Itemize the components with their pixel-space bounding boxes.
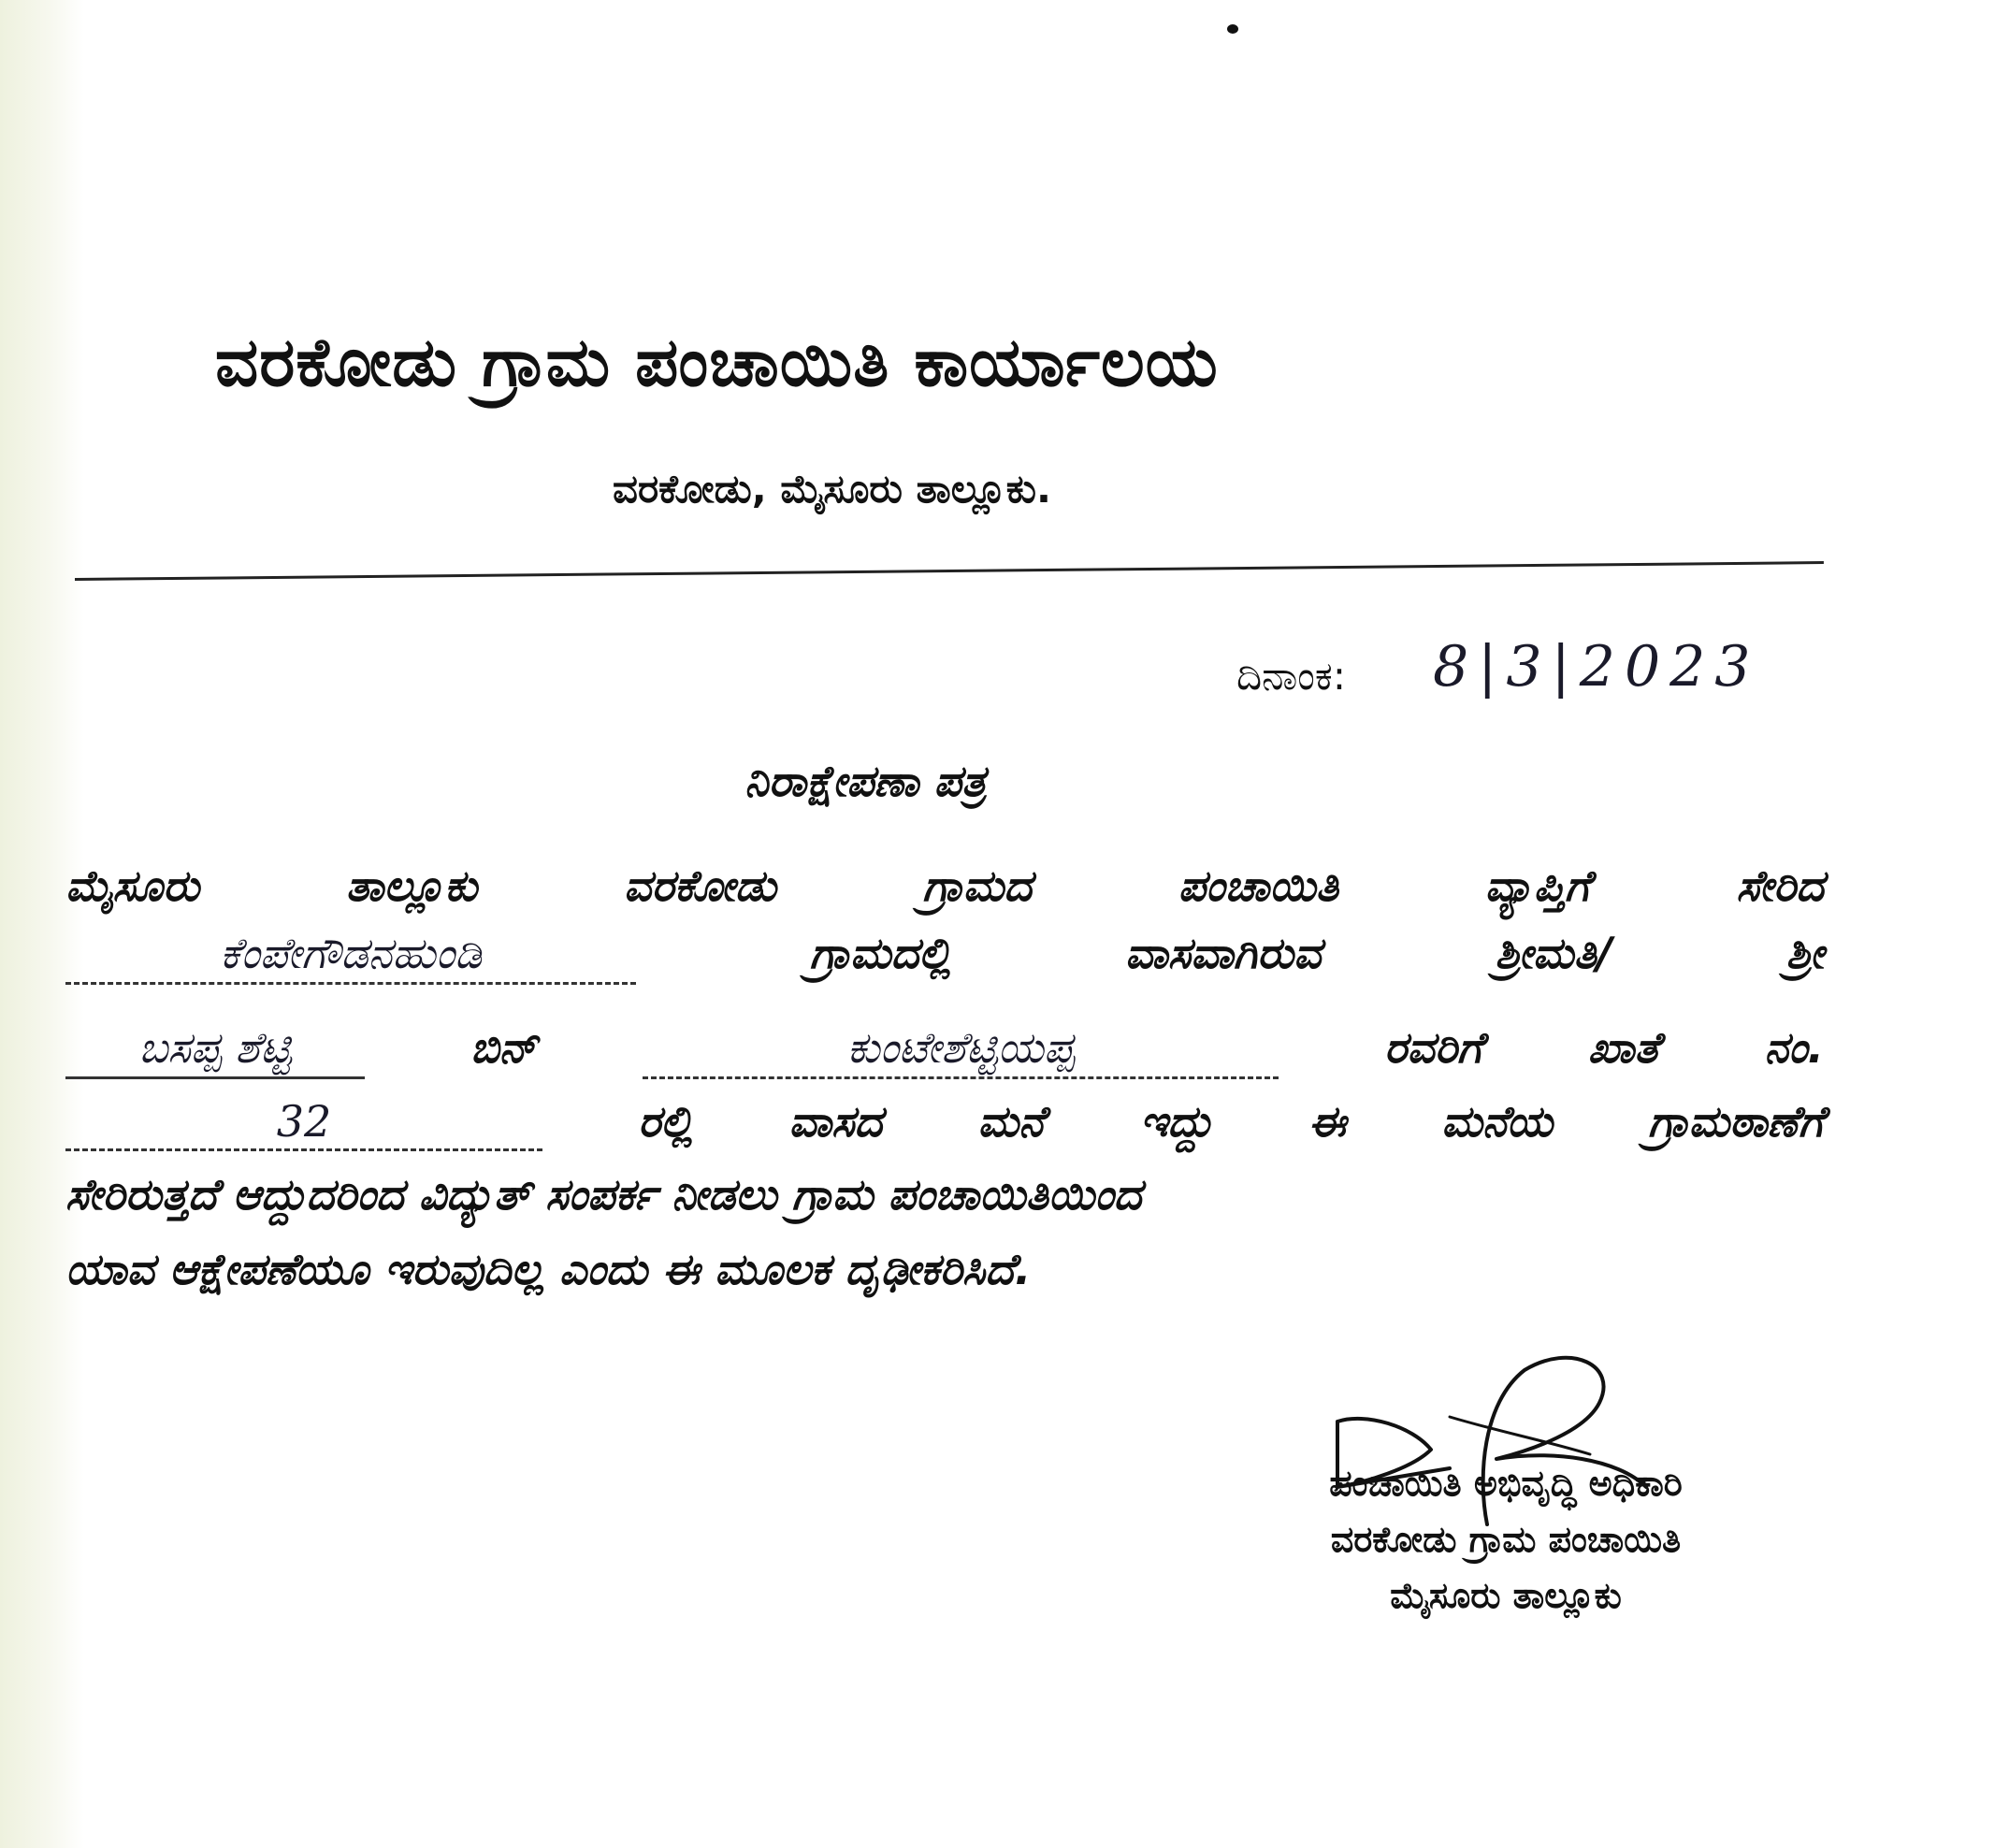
- signatory-panchayat: ವರಕೋಡು ಗ್ರಾಮ ಪಂಚಾಯಿತಿ: [1330, 1519, 1682, 1560]
- body-word: ತಾಲ್ಲೂಕು: [345, 860, 478, 911]
- body-word: ಗ್ರಾಮಠಾಣೆಗೆ: [1648, 1096, 1824, 1147]
- body-word: ವಾಸವಾಗಿರುವ: [1124, 928, 1322, 978]
- body-line-6: [65, 1244, 1824, 1296]
- date-value-handwritten: 8|3|2023: [1433, 634, 1760, 700]
- body-word: ಬಿನ್: [470, 1022, 538, 1073]
- body-text: ಯಾವ ಆಕ್ಷೇಪಣೆಯೂ ಇರುವುದಿಲ್ಲ ಎಂದು ಈ ಮೂಲಕ ದೃಢೀಕರಿಸಿದೆ.: [65, 1244, 1032, 1294]
- body-line-4: [65, 1096, 1824, 1151]
- khata-number-field: 32: [65, 1096, 542, 1151]
- document-heading: ನಿರಾಕ್ಷೇಪಣಾ ಪತ್ರ: [744, 756, 987, 806]
- body-word: ರಲ್ಲಿ: [638, 1096, 694, 1147]
- body-word: ವರಕೋಡು: [623, 860, 776, 911]
- date-label: ದಿನಾಂಕ:: [1236, 653, 1346, 699]
- body-text: ಸೇರಿರುತ್ತದೆ ಆದ್ದುದರಿಂದ ವಿದ್ಯುತ್ ಸಂಪರ್ಕ ನೀಡಲು ಗ್ರಾಮ ಪಂಚಾಯಿತಿಯಿಂದ: [65, 1169, 1142, 1220]
- applicant-name-field: ಬಸಪ್ಪ ಶೆಟ್ಟಿ: [65, 1022, 365, 1079]
- body-word: ಮೈಸೂರು: [65, 860, 200, 911]
- body-word: ಗ್ರಾಮದಲ್ಲಿ: [809, 928, 952, 978]
- scan-speck: [1227, 24, 1238, 34]
- body-word: ಸೇರಿದ: [1736, 860, 1824, 911]
- office-title: ವರಕೋಡು ಗ್ರಾಮ ಪಂಚಾಯಿತಿ ಕಾರ್ಯಾಲಯ: [215, 323, 1219, 401]
- signatory-taluk: ಮೈಸೂರು ತಾಲ್ಲೂಕು: [1390, 1575, 1622, 1616]
- body-word: ಪಂಚಾಯಿತಿ: [1178, 860, 1338, 911]
- body-line-5: [65, 1169, 1824, 1221]
- body-word: ಈ: [1308, 1096, 1347, 1147]
- body-word: ಮನೆ: [977, 1096, 1045, 1147]
- signatory-designation: ಪಂಚಾಯಿತಿ ಅಭಿವೃದ್ಧಿ ಅಧಿಕಾರಿ: [1329, 1463, 1683, 1504]
- body-word: ಇದ್ದು: [1139, 1096, 1214, 1147]
- body-word: ಖಾತೆ: [1587, 1022, 1659, 1073]
- body-word: ರವರಿಗೆ: [1383, 1022, 1482, 1073]
- header-divider: [75, 561, 1824, 581]
- body-word: ಗ್ರಾಮದ: [922, 860, 1033, 911]
- body-word: ಮನೆಯ: [1441, 1096, 1554, 1147]
- body-word: ಶ್ರೀಮತಿ/: [1495, 928, 1612, 978]
- father-name-field: ಕುಂಟೇಶೆಟ್ಟಿಯಪ್ಪ: [643, 1022, 1279, 1079]
- scan-page-edge: [0, 0, 84, 1848]
- body-word: ವಾಸದ: [788, 1096, 883, 1147]
- office-address: ವರಕೋಡು, ಮೈಸೂರು ತಾಲ್ಲೂಕು.: [613, 466, 1051, 512]
- body-word: ಶ್ರೀ: [1785, 928, 1824, 978]
- body-word: ವ್ಯಾಪ್ತಿಗೆ: [1484, 860, 1590, 911]
- village-name-field: ಕೆಂಪೇಗೌಡನಹುಂಡಿ: [65, 928, 636, 985]
- body-word: ನಂ.: [1764, 1022, 1824, 1073]
- body-line-3: [65, 1022, 1824, 1079]
- signatory-block: [1244, 1455, 1768, 1624]
- body-line-2: [65, 928, 1824, 985]
- body-line-1: [65, 860, 1824, 913]
